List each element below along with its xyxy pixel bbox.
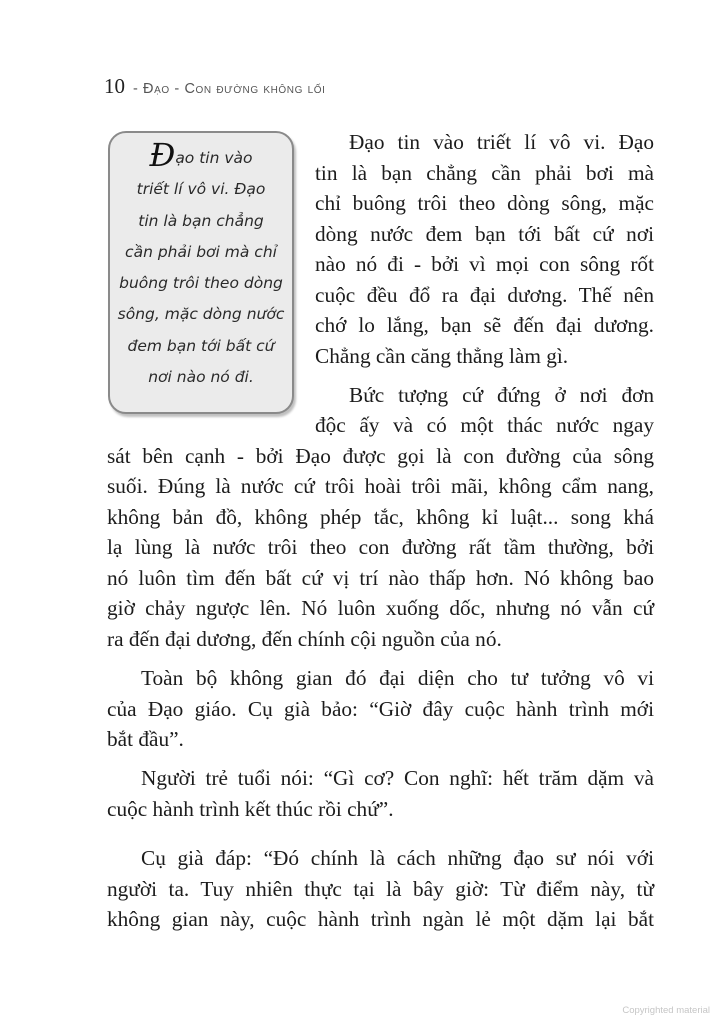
running-header [104, 74, 326, 104]
pull-quote-line: triết lí vô vi. Đạo [136, 180, 266, 199]
text-line: Bức tượng cứ đứng ở nơi đơn [349, 383, 654, 407]
chapter-title: - Đạo - Con đường không lối [133, 81, 326, 97]
text-line: chỉ buông trôi theo dòng sông, mặc [315, 191, 654, 215]
text-line: lạ lùng là nước trôi theo con đường rất tầm thường, bởi [107, 535, 654, 559]
text-line: độc ấy và có một thác nước ngay [315, 413, 654, 437]
text-line: nào nó đi - bởi vì mọi con sông rốt [315, 252, 654, 276]
text-line: cuộc đều đổ ra đại dương. Thế nên [315, 283, 654, 307]
text-line: giờ chảy ngược lên. Nó luôn xuống dốc, nhưng nó vẫn cứ [107, 596, 654, 620]
text-line: nó luôn tìm đến bất cứ vị trí nào thấp hơn. Nó không bao [107, 566, 654, 590]
text-line: Toàn bộ không gian đó đại diện cho tư tưởng vô vi [141, 666, 654, 690]
text-line: dòng nước đem bạn tới bất cứ nơi [315, 222, 654, 246]
text-line: sát bên cạnh - bởi Đạo được gọi là con đường của sông [107, 444, 654, 468]
text-line: bắt đầu”. [107, 727, 184, 751]
text-line: không gian này, cuộc hành trình ngàn lẻ một dặm lại bắt [107, 907, 654, 931]
copyright-watermark: Copyrighted material [622, 1005, 710, 1016]
text-line: người ta. Tuy nhiên thực tại là bây giờ: Từ điểm này, từ [107, 877, 654, 901]
text-line: cuộc hành trình kết thúc rồi chứ”. [107, 797, 394, 821]
text-line: chớ lo lắng, bạn sẽ đến đại dương. [315, 313, 654, 337]
pull-quote-line: tin là bạn chẳng [138, 211, 264, 230]
page-number: 10 [104, 74, 125, 98]
text-line: tin là bạn chẳng cần phải bơi mà [315, 161, 654, 185]
pull-quote-line: Đạo tin vào [149, 136, 253, 174]
text-line: suối. Đúng là nước cứ trôi hoài trôi mãi, không cẩm nang, [107, 474, 654, 498]
pull-quote-box [108, 131, 294, 414]
text-line: Đạo tin vào triết lí vô vi. Đạo [349, 130, 654, 154]
text-line: Chẳng cần căng thẳng làm gì. [315, 344, 569, 368]
pull-quote-line: nơi nào nó đi. [148, 368, 254, 387]
text-line: Cụ già đáp: “Đó chính là cách những đạo sư nói với [141, 846, 654, 870]
text-line: của Đạo giáo. Cụ già bảo: “Giờ đây cuộc hành trình mới [107, 697, 654, 721]
text-line: Người trẻ tuổi nói: “Gì cơ? Con nghĩ: hết trăm dặm và [141, 766, 654, 790]
pull-quote-line: đem bạn tới bất cứ [127, 336, 275, 355]
pull-quote-line: cần phải bơi mà chỉ [125, 242, 277, 261]
text-line: ra đến đại dương, đến chính cội nguồn của nó. [107, 627, 502, 651]
drop-cap: Đ [149, 136, 176, 174]
pull-quote-line: sông, mặc dòng nước [117, 305, 285, 324]
pull-quote-line: buông trôi theo dòng [119, 274, 283, 293]
pull-quote-text [110, 136, 292, 393]
text-line: không bản đồ, không phép tắc, không kỉ luật... song khá [107, 505, 654, 529]
